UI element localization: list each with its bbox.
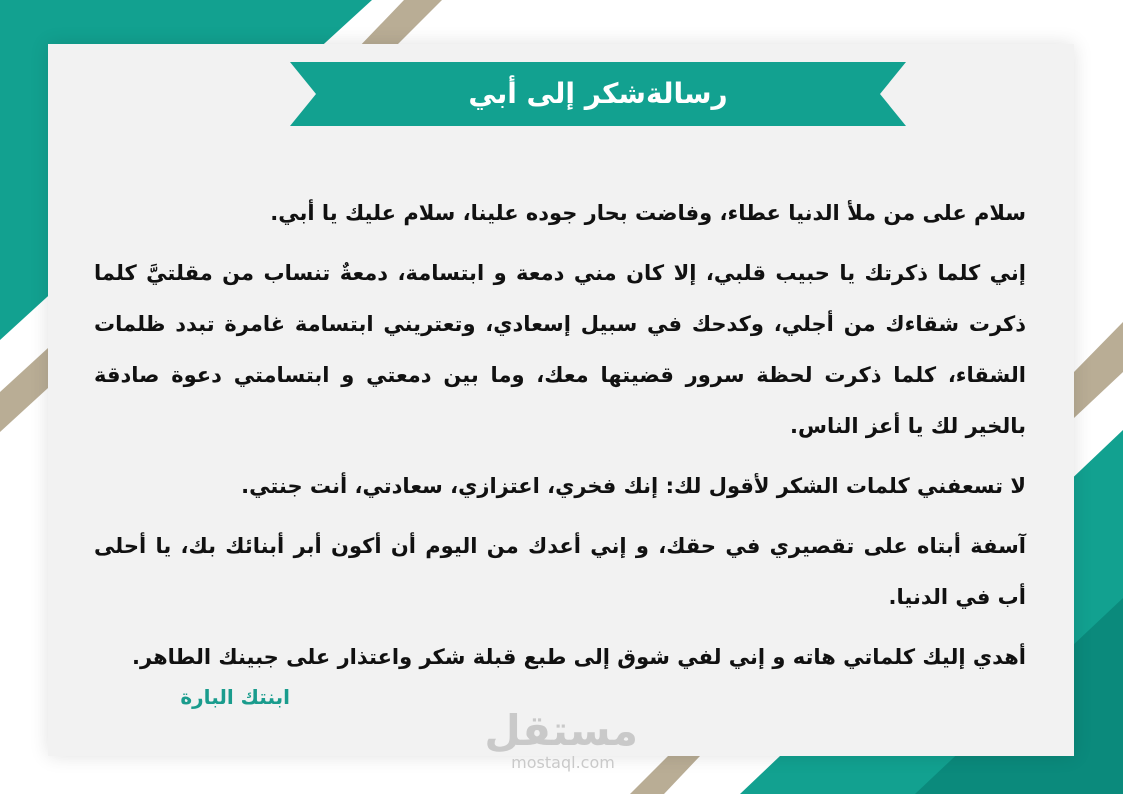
paragraph-memories: إني كلما ذكرتك يا حبيب قلبي، إلا كان مني دمعة و ابتسامة، دمعةٌ تنساب من مقلتيَّ كلما ذكرت شقاءك من أجلي، وكدحك في سبيل إسعادي، وتعتريني ابتسامة غامرة تبدد ظلمات الشقاء، كلما ذكرت لحظة سرور قضيتها معك، وما بين دمعتي و ابتسامتي دعوة صادقة بالخير لك يا أعز الناس. <box>94 261 1026 438</box>
top-left-gold-stripe <box>356 0 442 50</box>
paragraph-greeting: سلام على من ملأ الدنيا عطاء، وفاضت بحار جوده علينا، سلام عليك يا أبي. <box>270 201 1026 225</box>
watermark <box>484 706 638 772</box>
page-title: رسالةشكر إلى أبي <box>468 77 728 110</box>
watermark-url: mostaql.com <box>511 753 615 772</box>
letter-body <box>94 188 1026 692</box>
bottom-left-gold-stripe <box>630 756 700 794</box>
paragraph-apology: آسفة أبتاه على تقصيري في حقك، و إني أعدك من اليوم أن أكون أبر أبنائك بك، يا أحلى أب في الدنيا. <box>94 534 1026 609</box>
paragraph-thanks: لا تسعفني كلمات الشكر لأقول لك: إنك فخري، اعتزازي، سعادتي، أنت جنتي. <box>241 474 1026 498</box>
watermark-logo: مستقل <box>484 706 638 755</box>
paragraph-closing: أهدي إليك كلماتي هاته و إني لفي شوق إلى طبع قبلة شكر واعتذار على جبينك الطاهر. <box>132 645 1026 669</box>
signature: ابنتك البارة <box>180 685 290 709</box>
right-gold-stripe <box>1074 322 1123 418</box>
title-ribbon <box>290 62 906 126</box>
left-gold-stripe <box>0 348 48 432</box>
